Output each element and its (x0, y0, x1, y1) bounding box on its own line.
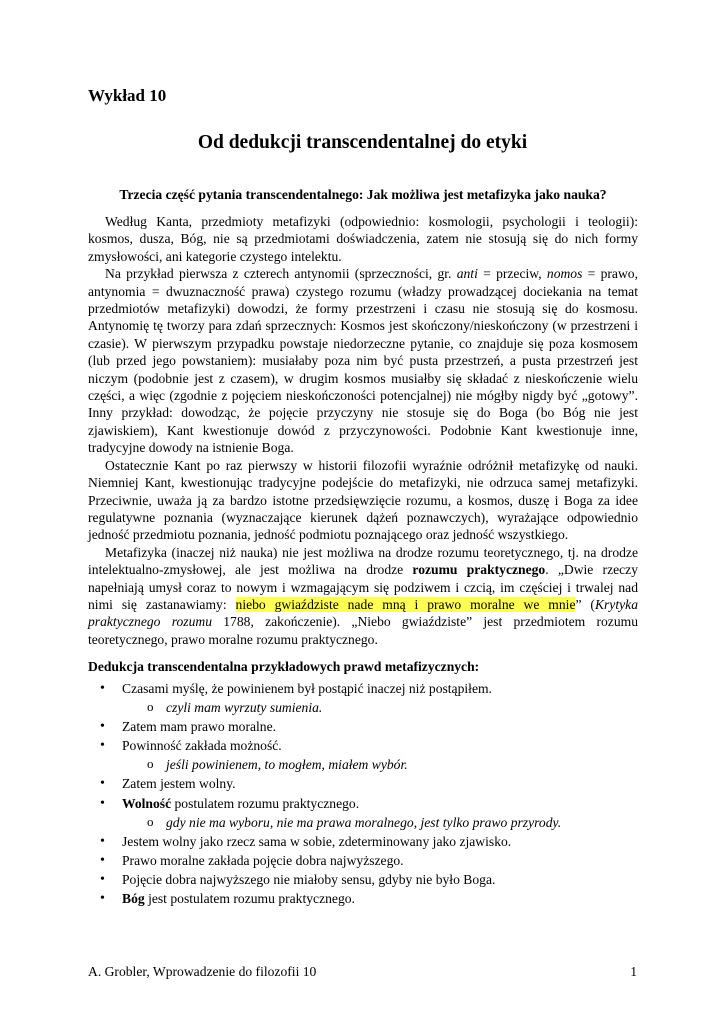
term-god: Bóg (122, 891, 145, 907)
term-nomos: nomos (546, 266, 583, 282)
section-heading: Dedukcja transcendentalna przykładowych prawd metafizycznych: (88, 659, 480, 674)
paragraph-1: Według Kanta, przedmioty metafizyki (odpowiednio: kosmologii, psychologii i teologii): kosmos, dusza, Bóg, nie są przedmiotami doświadczenia, zatem nie stosują się do nich formy zmysłowości, ani kategorie czystego intelektu. (88, 214, 638, 264)
paragraph-4-text-b: . „Dwie rzeczy napełniają umysł coraz to nowym i wzmagającym się podziwem i czcią, im częściej i trwalej nad nimi się zastanawiamy: (88, 562, 638, 612)
sub-list-item-period: . (318, 700, 323, 716)
paragraph-4-text-a: Metafizyka (inaczej niż nauka) nie jest możliwa na drodze rozumu teoretycznego, tj. na drodze intelektualno-zmysłowej, ale jest możliwa na drodze (88, 544, 638, 578)
paragraph-2-text-a: Na przykład pierwsza z czterech antynomii (sprzeczności, gr. (105, 266, 457, 282)
paragraph-4-text-c: ” ( (575, 596, 595, 612)
sub-list-item: o gdy nie ma wyboru, nie ma prawa moralnego, jest tylko prawo przyrody. (88, 813, 638, 832)
list-item: • Czasami myślę, że powinienem był postąpić inaczej niż postąpiłem. (88, 679, 638, 698)
term-practical-reason: rozumu praktycznego (412, 562, 546, 578)
paragraph-2-text-c: = prawo, antynomia = dwuznaczność prawa) czystego rozumu (władzy prowadzącej dociekania na temat przedmiotów metafizyki) dowodzi, że formy przestrzeni i czasu nie stosują się do kosmosu. Antynomię tę tworzy para zdań sprzecznych: Kosmos jest skończony/nieskończony (w przestrzeni i czasie). W pierwszym przypadku powstaje niedorzeczne pytanie, co znajduje się poza kosmosem (lub przed jego powstaniem): musiałaby poza nim być pusta przestrzeń, a pusta przestrzeń jest niczym (podobnie jest z czasem), w drugim kosmos musiałby się składać z nieskończenie wielu części, a więc (zgodnie z pojęciem nieskończoności potencjalnej) nie mógłby nigdy być „gotowy”. Inny przykład: dowodząc, że pojęcie przyczyny nie stosuje się do Boga (bo Bóg nie jest zjawiskiem), Kant kwestionuje dowód z przyczynowości. Podobnie Kant kwestionuje inne, tradycyjne dowody na istnienie Boga. (88, 266, 638, 456)
body-text (88, 213, 638, 648)
section-subtitle: Trzecia część pytania transcendentalnego: Jak możliwa jest metafizyka jako nauka? (119, 187, 607, 202)
list-item (88, 889, 638, 908)
sub-list-item-text: jeśli powinienem, to mogłem, miałem wybór (166, 757, 405, 773)
paragraph-3: Ostatecznie Kant po raz pierwszy w historii filozofii wyraźnie odróżnił metafizykę od nauki. Niemniej Kant, kwestionując tradycyjne podejście do metafizyki, nie odrzuca samej metafizyki. Przeciwnie, uważa ją za bardzo istotne przedsięwzięcie rozumu, a kosmos, duszę i Boga za idee regulatywne poznania (wyznaczające kierunek dążeń poznawczych), wyrażające odpowiednio jedność przedmiotu poznania, jedność podmiotu poznającego oraz jedność wszystkiego. (88, 457, 638, 543)
list-item: • Zatem jestem wolny. (88, 774, 638, 793)
paragraph-4 (88, 544, 638, 648)
term-freedom: Wolność (122, 795, 172, 811)
footer-author: A. Grobler, Wprowadzenie do filozofii 10 (88, 964, 317, 979)
list-item (88, 794, 638, 813)
sub-list-item (88, 755, 638, 774)
deduction-list (88, 679, 638, 908)
paragraph-4-text-d: 1788, zakończenie). „Niebo gwiaździste” jest przedmiotem rozumu teoretycznego, prawo moralne rozumu praktycznego. (88, 614, 638, 647)
paragraph-2-text-b: = przeciw, (477, 266, 547, 282)
list-item: • Prawo moralne zakłada pojęcie dobra najwyższego. (88, 851, 638, 870)
list-item: • Zatem mam prawo moralne. (88, 717, 638, 736)
term-anti: anti (456, 266, 478, 282)
page-number: 1 (630, 964, 637, 979)
sub-list-item-period: . (404, 757, 408, 773)
lecture-number: Wykład 10 (88, 86, 167, 105)
list-item: • Powinność zakłada możność. (88, 736, 638, 755)
page-title: Od dedukcji transcendentalnej do etyki (197, 132, 528, 153)
list-item-text: postulatem rozumu praktycznego. (171, 795, 360, 811)
sub-list-item-text: czyli mam wyrzuty sumienia (166, 700, 319, 716)
book-title: Krytyka praktycznego rozumu (88, 596, 638, 630)
list-item-text: jest postulatem rozumu praktycznego. (144, 891, 355, 907)
paragraph-2 (88, 265, 638, 456)
list-item: • Jestem wolny jako rzecz sama w sobie, zdeterminowany jako zjawisko. (88, 832, 638, 851)
list-item: • Pojęcie dobra najwyższego nie miałoby sensu, gdyby nie było Boga. (88, 870, 638, 889)
sub-list-item (88, 698, 638, 717)
highlighted-quote: niebo gwiaździste nade mną i prawo moralne we mnie (235, 596, 576, 612)
